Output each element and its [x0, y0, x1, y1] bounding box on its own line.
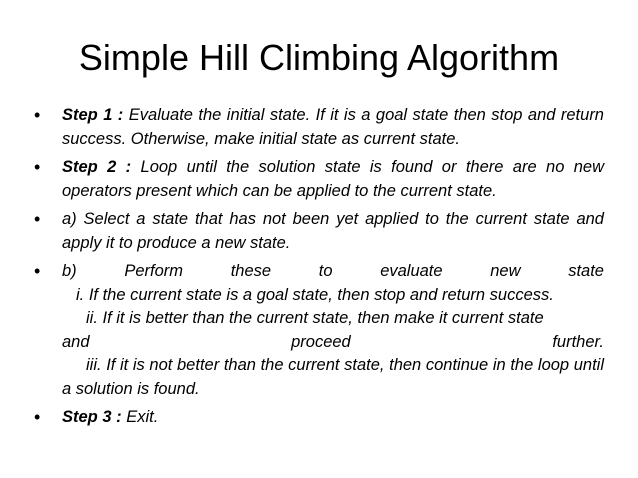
- bullet-icon: •: [34, 105, 41, 125]
- step-3-label: Step 3 :: [62, 408, 122, 426]
- bullet-step-3: [34, 406, 604, 430]
- bullet-icon: •: [34, 157, 41, 177]
- step-2b-sub-ii-line1: ii. If it is better than the current state, then make it current state: [86, 309, 544, 327]
- step-2b-word: b): [62, 262, 77, 280]
- sub-ii-word: proceed: [291, 332, 351, 351]
- step-2b-word: Perform: [124, 262, 184, 280]
- bullet-icon: •: [34, 261, 41, 281]
- step-2a-text: a) Select a state that has not been yet applied to the current state and apply it to produce a new state.: [62, 210, 604, 252]
- bullet-step-2a: [34, 208, 604, 255]
- bullet-list: [34, 104, 604, 435]
- step-2b-word: state: [568, 262, 604, 280]
- step-2b-word: to: [318, 262, 333, 280]
- slide-title: Simple Hill Climbing Algorithm: [78, 37, 560, 78]
- step-2b-heading: [62, 260, 604, 284]
- step-2b-word: evaluate: [380, 262, 443, 280]
- bullet-step-1: [34, 104, 604, 151]
- sub-iii-text: iii. If it is not better than the current state, then continue in the loop until a solution is found.: [62, 356, 604, 398]
- sub-ii-word: and: [62, 332, 90, 351]
- step-1-text: Evaluate the initial state. If it is a goal state then stop and return success. Otherwise, make initial state as current state.: [62, 106, 604, 148]
- step-2b-sub-ii-line2: [62, 331, 604, 355]
- bullet-step-2b: [34, 260, 604, 401]
- step-2b-sub-i: i. If the current state is a goal state, then stop and return success.: [76, 285, 554, 304]
- step-2b-word: new: [490, 262, 521, 280]
- step-2b-sub-iii: [62, 354, 604, 401]
- step-2-text: Loop until the solution state is found or there are no new operators present which can be applied to the current state.: [62, 158, 605, 200]
- step-3-text: Exit.: [126, 408, 159, 426]
- bullet-step-2: [34, 156, 604, 203]
- step-1-label: Step 1 :: [62, 106, 124, 124]
- bullet-icon: •: [34, 209, 41, 229]
- bullet-icon: •: [34, 407, 41, 427]
- sub-ii-word: further.: [552, 332, 604, 351]
- step-2-label: Step 2 :: [62, 158, 132, 176]
- step-2b-word: these: [230, 262, 272, 280]
